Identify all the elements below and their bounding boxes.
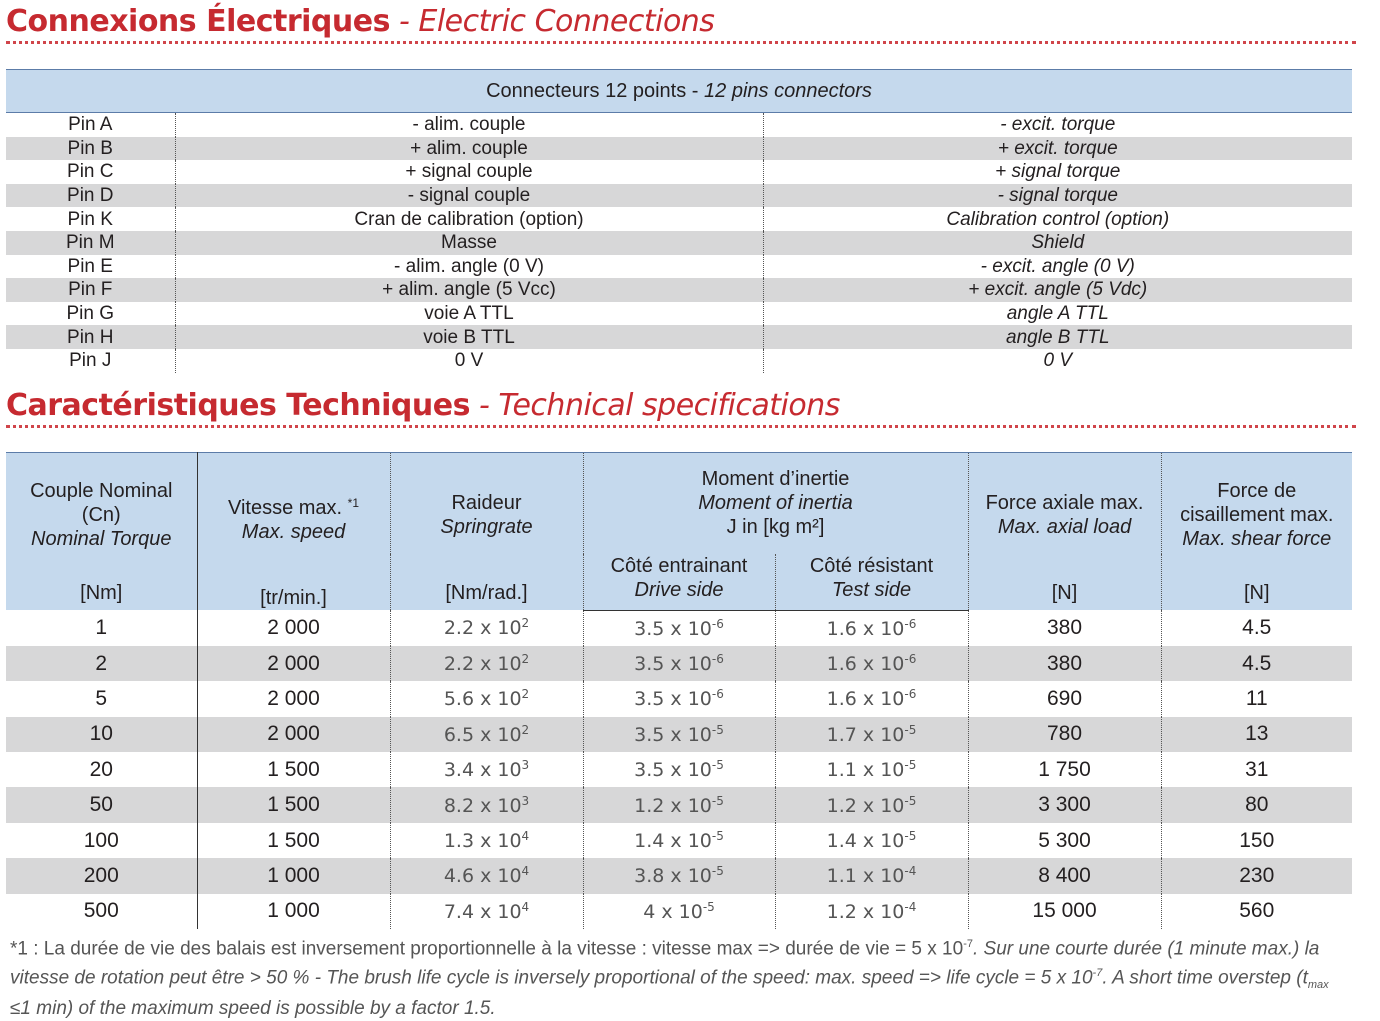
- cell-value: 780: [1046, 722, 1083, 746]
- header-label-en: Test side: [831, 578, 912, 601]
- cell-value: 1.1 x 10: [826, 865, 905, 888]
- header-label-en: Nominal Torque: [31, 528, 172, 550]
- cell-springrate: [390, 717, 583, 752]
- pin-label: Pin E: [6, 255, 175, 279]
- cell-exponent: 4: [521, 864, 530, 879]
- cell-value: 4.6 x 10: [443, 865, 522, 888]
- cell-value: 1.2 x 10: [826, 794, 905, 817]
- pin-function-fr: - signal couple: [175, 184, 763, 208]
- cell-inertia-drive: [583, 894, 775, 929]
- connector-row: [6, 184, 1352, 208]
- cell-max-speed: [197, 823, 390, 858]
- connector-row: [6, 160, 1352, 184]
- header-label: [198, 491, 390, 520]
- cell-value: 2 000: [267, 615, 320, 639]
- cell-max-speed: [197, 681, 390, 716]
- cell-springrate: [390, 646, 583, 681]
- cell-value: 2 000: [267, 722, 320, 746]
- header-label-text: Vitesse max.: [227, 497, 343, 519]
- pin-label: Pin A: [6, 113, 175, 137]
- connectors-header-row: [6, 70, 1352, 113]
- cell-axial-load: [968, 752, 1161, 787]
- connector-row: [6, 231, 1352, 255]
- cell-value: 1 500: [267, 793, 320, 817]
- connector-row: [6, 207, 1352, 231]
- cell-springrate: [390, 681, 583, 716]
- footnote-exp: -7: [963, 938, 973, 950]
- spec-row: [6, 823, 1352, 858]
- cell-value: 50: [89, 793, 113, 817]
- cell-value: 1.2 x 10: [634, 794, 712, 817]
- cell-inertia-test: [775, 681, 968, 716]
- connectors-header: [6, 70, 1352, 113]
- cell-inertia-drive: [583, 681, 775, 716]
- cell-value: 4.5: [1242, 615, 1272, 639]
- cell-exponent: -5: [711, 793, 724, 808]
- cell-exponent: -4: [904, 864, 917, 879]
- connector-row: [6, 137, 1352, 161]
- footnote: [10, 932, 1350, 1021]
- header-label: Force de: [1217, 480, 1297, 502]
- cell-exponent: -5: [904, 722, 917, 737]
- cell-value: 15 000: [1032, 899, 1097, 923]
- cell-value: 4 x 10: [643, 900, 703, 923]
- connectors-header-en: 12 pins connectors: [704, 79, 872, 102]
- spec-row: [6, 752, 1352, 787]
- cell-value: 2 000: [267, 651, 320, 675]
- cell-exponent: 2: [521, 722, 530, 737]
- pin-function-fr: Cran de calibration (option): [175, 207, 763, 231]
- cell-nominal-torque: [6, 646, 197, 681]
- cell-axial-load: [968, 787, 1161, 822]
- pin-function-fr: + signal couple: [175, 160, 763, 184]
- cell-inertia-test: [775, 717, 968, 752]
- footnote-ref: *1: [347, 496, 360, 510]
- cell-value: 200: [83, 863, 119, 887]
- cell-shear-force: [1161, 610, 1352, 646]
- pin-function-fr: + alim. couple: [175, 137, 763, 161]
- section-title-fr: Connexions Électriques: [6, 4, 390, 39]
- header-label: Côté résistant: [809, 554, 934, 577]
- header-label: Raideur: [451, 492, 522, 514]
- header-label: (Cn): [81, 504, 121, 526]
- cell-value: 8.2 x 10: [443, 794, 522, 817]
- cell-value: 100: [83, 828, 119, 852]
- cell-exponent: -5: [711, 758, 724, 773]
- cell-value: 5: [95, 686, 108, 710]
- cell-value: 2 000: [267, 686, 320, 710]
- cell-axial-load: [968, 823, 1161, 858]
- pin-label: Pin M: [6, 231, 175, 255]
- cell-axial-load: [968, 681, 1161, 716]
- cell-springrate: [390, 752, 583, 787]
- cell-exponent: -4: [904, 899, 917, 914]
- connector-row: [6, 325, 1352, 349]
- header-label-en: Moment of inertia: [698, 492, 853, 514]
- pin-function-fr: Masse: [175, 231, 763, 255]
- connector-row: [6, 349, 1352, 373]
- pin-function-en: + signal torque: [995, 161, 1121, 183]
- pin-function-en: Shield: [763, 231, 1352, 255]
- cell-shear-force: [1161, 858, 1352, 893]
- cell-max-speed: [197, 752, 390, 787]
- cell-exponent: 4: [521, 899, 530, 914]
- footnote-exp: -7: [1092, 967, 1103, 980]
- cell-axial-load: [968, 858, 1161, 893]
- cell-value: 20: [89, 757, 113, 781]
- pin-label: Pin C: [6, 160, 175, 184]
- cell-shear-force: [1161, 787, 1352, 822]
- cell-inertia-drive: [583, 787, 775, 822]
- cell-inertia-drive: [583, 823, 775, 858]
- cell-value: 1.4 x 10: [634, 830, 712, 853]
- cell-shear-force: [1161, 894, 1352, 929]
- cell-value: 8 400: [1038, 863, 1091, 887]
- cell-exponent: -5: [702, 899, 715, 914]
- cell-exponent: -6: [904, 687, 917, 702]
- pin-function-en: angle A TTL: [1006, 303, 1109, 325]
- section-title-connections: [6, 4, 714, 39]
- header-unit: [tr/min.]: [260, 587, 327, 609]
- cell-exponent: 2: [521, 687, 530, 702]
- cell-value: 2: [95, 651, 108, 675]
- pin-function-fr: + alim. angle (5 Vcc): [175, 278, 763, 302]
- cell-value: 1: [95, 615, 108, 639]
- cell-exponent: -5: [711, 864, 724, 879]
- footnote-en: . Sur une courte durée (1 minute max.) la vitesse de rotation peut être > 50 % - The brush life cycle is inversely proportional of the speed: max. speed => life cycle = 5 x 10: [10, 938, 1320, 989]
- cell-value: 1 000: [267, 863, 320, 887]
- connectors-table: [6, 69, 1352, 373]
- cell-springrate: [390, 787, 583, 822]
- spec-row: [6, 894, 1352, 929]
- header-label: Moment d’inertie: [701, 468, 850, 490]
- cell-nominal-torque: [6, 858, 197, 893]
- pin-function-en: angle B TTL: [763, 325, 1352, 349]
- header-label-en: Max. shear force: [1182, 528, 1332, 550]
- header-label-en: Max. speed: [241, 521, 346, 543]
- cell-value: 10: [89, 722, 113, 746]
- cell-value: 2.2 x 10: [443, 617, 522, 640]
- cell-inertia-test: [775, 894, 968, 929]
- cell-value: 4.5: [1242, 651, 1272, 675]
- pin-label: Pin B: [6, 137, 175, 161]
- cell-value: 1.2 x 10: [826, 900, 905, 923]
- pin-label: Pin H: [6, 325, 175, 349]
- cell-value: 3.5 x 10: [634, 759, 712, 782]
- pin-function-en: - signal torque: [763, 184, 1352, 208]
- header-unit: [Nm]: [80, 582, 123, 604]
- connectors-body: [6, 113, 1352, 373]
- cell-nominal-torque: [6, 610, 197, 646]
- connectors-header-fr: Connecteurs 12 points: [486, 79, 687, 102]
- header-label: cisaillement max.: [1180, 504, 1334, 526]
- cell-nominal-torque: [6, 787, 197, 822]
- cell-inertia-drive: [583, 610, 775, 646]
- cell-value: 3.5 x 10: [634, 617, 712, 640]
- header-label-en: Springrate: [440, 516, 533, 538]
- cell-exponent: -6: [711, 652, 724, 667]
- cell-max-speed: [197, 894, 390, 929]
- cell-shear-force: [1161, 681, 1352, 716]
- pin-label: Pin D: [6, 184, 175, 208]
- pin-function-en: + excit. torque: [763, 137, 1352, 161]
- pin-label: Pin K: [6, 207, 175, 231]
- cell-value: 230: [1239, 863, 1275, 887]
- spec-row: [6, 646, 1352, 681]
- cell-value: 380: [1046, 615, 1083, 639]
- cell-springrate: [390, 858, 583, 893]
- header-label: Couple Nominal: [30, 480, 173, 502]
- section-title-en: Electric Connections: [418, 4, 715, 39]
- cell-max-speed: [197, 858, 390, 893]
- specs-table: [6, 452, 1352, 929]
- header-inertia: [583, 453, 968, 554]
- header-unit: [N]: [1243, 582, 1270, 604]
- cell-value: 1 750: [1038, 757, 1091, 781]
- cell-value: 1.7 x 10: [826, 723, 905, 746]
- cell-value: 13: [1245, 722, 1269, 746]
- cell-inertia-test: [775, 823, 968, 858]
- header-drive-side: [583, 554, 775, 610]
- pin-function-fr: voie B TTL: [175, 325, 763, 349]
- header-nominal-torque: [6, 453, 197, 611]
- pin-label: Pin J: [6, 349, 175, 373]
- connector-row: [6, 255, 1352, 279]
- pin-function-en: Calibration control (option): [946, 208, 1170, 230]
- cell-exponent: 2: [521, 616, 530, 631]
- cell-value: 80: [1245, 793, 1269, 817]
- cell-exponent: -6: [904, 652, 917, 667]
- cell-inertia-test: [775, 610, 968, 646]
- footnote-fr: *1 : La durée de vie des balais est inversement proportionnelle à la vitesse : vitesse max => durée de vie = 5 x 10: [10, 938, 964, 960]
- cell-exponent: 3: [521, 758, 530, 773]
- section-title-fr: Caractéristiques Techniques: [6, 388, 470, 423]
- cell-shear-force: [1161, 823, 1352, 858]
- footnote-en: . A short time overstep (t: [1102, 967, 1308, 989]
- cell-value: 3.5 x 10: [634, 688, 712, 711]
- header-label-en: Max. axial load: [997, 516, 1132, 538]
- cell-exponent: -5: [904, 793, 917, 808]
- cell-nominal-torque: [6, 752, 197, 787]
- spec-row: [6, 858, 1352, 893]
- section-title-sep: -: [389, 4, 419, 39]
- header-springrate: [390, 453, 583, 611]
- cell-exponent: -5: [904, 758, 917, 773]
- section-title-en: Technical specifications: [498, 388, 840, 423]
- header-unit: J in [kg m²]: [726, 516, 825, 538]
- cell-value: 3 300: [1038, 793, 1091, 817]
- cell-value: 31: [1245, 757, 1269, 781]
- pin-function-en: - excit. angle (0 V): [980, 255, 1135, 277]
- spec-row: [6, 717, 1352, 752]
- cell-value: 3.5 x 10: [634, 723, 712, 746]
- cell-value: 3.5 x 10: [634, 653, 712, 676]
- cell-value: 3.8 x 10: [634, 865, 712, 888]
- cell-exponent: 4: [521, 829, 530, 844]
- pin-function-fr: - alim. couple: [175, 113, 763, 137]
- cell-exponent: -6: [904, 616, 917, 631]
- section-title-specs: [6, 388, 840, 423]
- cell-inertia-test: [775, 787, 968, 822]
- pin-function-fr: 0 V: [175, 349, 763, 373]
- cell-exponent: -6: [711, 687, 724, 702]
- cell-springrate: [390, 823, 583, 858]
- header-label: Force axiale max.: [985, 492, 1144, 514]
- pin-label: Pin G: [6, 302, 175, 326]
- cell-springrate: [390, 610, 583, 646]
- cell-springrate: [390, 894, 583, 929]
- cell-nominal-torque: [6, 717, 197, 752]
- cell-inertia-test: [775, 752, 968, 787]
- cell-value: 1.6 x 10: [826, 617, 905, 640]
- connectors-header-sep: -: [686, 79, 705, 102]
- cell-value: 1.6 x 10: [826, 688, 905, 711]
- cell-axial-load: [968, 610, 1161, 646]
- cell-value: 1 000: [267, 899, 320, 923]
- cell-value: 1.3 x 10: [443, 830, 522, 853]
- footnote-en: ≤1 min) of the maximum speed is possible by a factor 1.5.: [10, 998, 496, 1020]
- spec-row: [6, 681, 1352, 716]
- cell-exponent: -5: [904, 829, 917, 844]
- specs-header-row: [6, 453, 1352, 554]
- cell-shear-force: [1161, 717, 1352, 752]
- connector-row: [6, 302, 1352, 326]
- dotted-divider: [6, 41, 1356, 44]
- pin-function-en: 0 V: [1043, 350, 1073, 372]
- cell-value: 500: [83, 899, 119, 923]
- spec-row: [6, 787, 1352, 822]
- cell-value: 2.2 x 10: [443, 653, 522, 676]
- cell-value: 5 300: [1038, 828, 1091, 852]
- cell-nominal-torque: [6, 823, 197, 858]
- spec-row: [6, 610, 1352, 646]
- pin-function-fr: voie A TTL: [175, 302, 763, 326]
- cell-shear-force: [1161, 752, 1352, 787]
- connector-row: [6, 278, 1352, 302]
- cell-inertia-drive: [583, 646, 775, 681]
- cell-value: 1.6 x 10: [826, 653, 905, 676]
- header-unit: [N]: [1051, 582, 1078, 604]
- cell-value: 6.5 x 10: [443, 723, 522, 746]
- cell-axial-load: [968, 717, 1161, 752]
- cell-inertia-test: [775, 646, 968, 681]
- footnote-sub: max: [1307, 979, 1329, 992]
- pin-function-en: + excit. angle (5 Vdc): [763, 278, 1352, 302]
- cell-exponent: -6: [711, 616, 724, 631]
- pin-label: Pin F: [6, 278, 175, 302]
- connector-row: [6, 113, 1352, 137]
- cell-value: 1.1 x 10: [826, 759, 905, 782]
- header-test-side: [775, 554, 968, 610]
- dotted-divider: [6, 425, 1356, 428]
- cell-value: 3.4 x 10: [443, 759, 522, 782]
- cell-inertia-drive: [583, 858, 775, 893]
- cell-value: 690: [1046, 686, 1083, 710]
- cell-axial-load: [968, 894, 1161, 929]
- header-label-en: Drive side: [634, 578, 724, 601]
- cell-axial-load: [968, 646, 1161, 681]
- specs-body: [6, 610, 1352, 929]
- cell-value: 1 500: [267, 757, 320, 781]
- pin-function-en: - excit. torque: [1000, 114, 1116, 136]
- cell-max-speed: [197, 646, 390, 681]
- cell-max-speed: [197, 787, 390, 822]
- cell-exponent: 2: [521, 652, 530, 667]
- pin-function-fr: - alim. angle (0 V): [175, 255, 763, 279]
- header-axial-load: [968, 453, 1161, 611]
- header-label: Côté entrainant: [610, 554, 748, 577]
- cell-value: 1 500: [267, 828, 320, 852]
- cell-inertia-test: [775, 858, 968, 893]
- cell-max-speed: [197, 610, 390, 646]
- cell-nominal-torque: [6, 681, 197, 716]
- header-max-speed: [197, 453, 390, 611]
- cell-max-speed: [197, 717, 390, 752]
- cell-inertia-drive: [583, 717, 775, 752]
- cell-exponent: 3: [521, 793, 530, 808]
- header-unit: [Nm/rad.]: [445, 582, 528, 604]
- cell-value: 1.4 x 10: [826, 830, 905, 853]
- cell-inertia-drive: [583, 752, 775, 787]
- cell-value: 380: [1046, 651, 1083, 675]
- cell-exponent: -5: [711, 829, 724, 844]
- cell-nominal-torque: [6, 894, 197, 929]
- cell-value: 7.4 x 10: [443, 900, 522, 923]
- cell-shear-force: [1161, 646, 1352, 681]
- cell-exponent: -5: [711, 722, 724, 737]
- cell-value: 11: [1245, 686, 1268, 710]
- cell-value: 150: [1239, 828, 1275, 852]
- cell-value: 5.6 x 10: [443, 688, 522, 711]
- section-title-sep: -: [469, 388, 499, 423]
- cell-value: 560: [1239, 899, 1275, 923]
- header-shear-force: [1161, 453, 1352, 611]
